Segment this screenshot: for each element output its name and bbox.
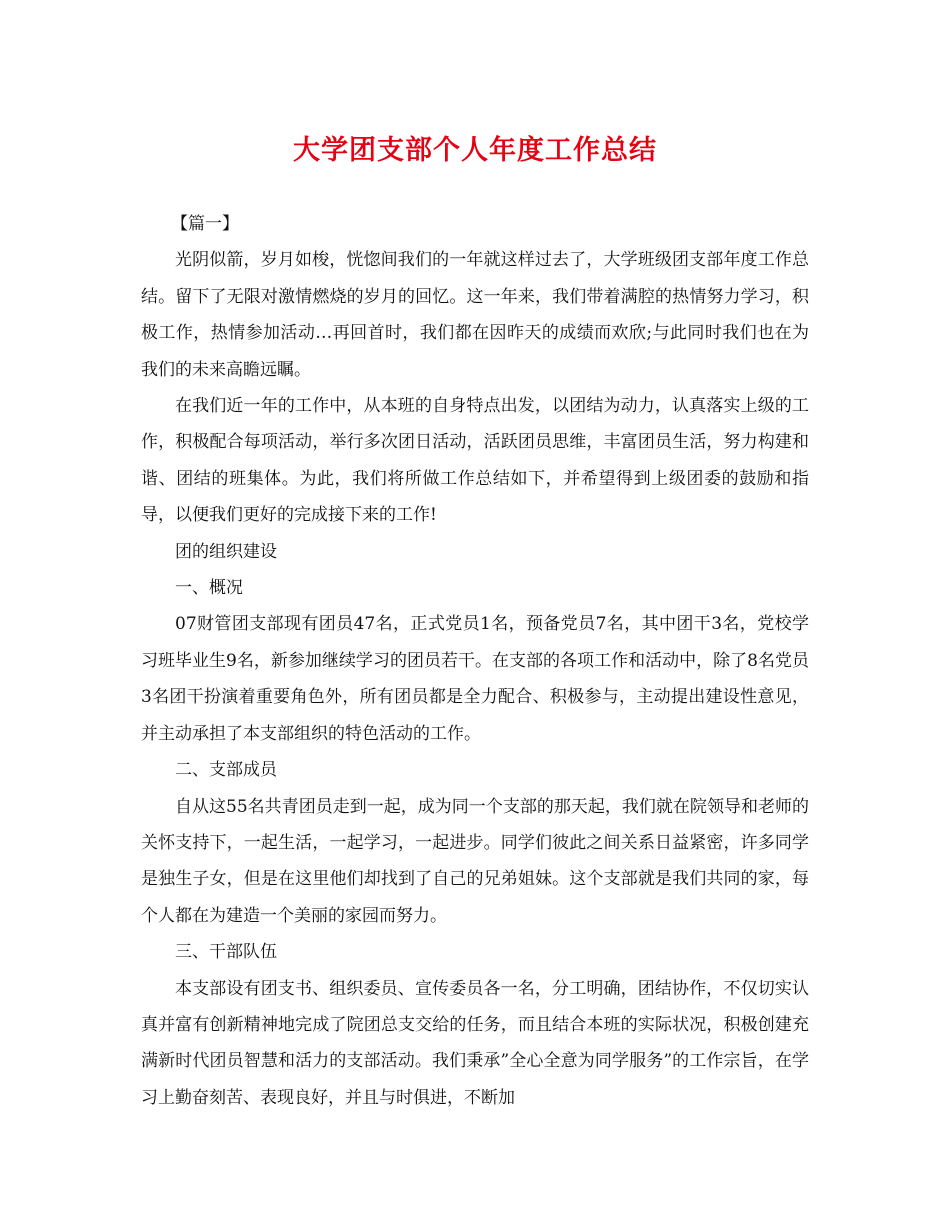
paragraph: 本支部设有团支书、组织委员、宣传委员各一名，分工明确，团结协作，不仅切实认真并富有创新精神地完成了院团总支交给的任务，而且结合本班的实际状况，积极创建充满新时代团员智慧和活力的支部活动。我们秉承”全心全意为同学服务”的工作宗旨，在学习上勤奋刻苦、表现良好，并且与时俱进，不断加 (141, 978, 809, 1108)
section-heading: 二、支部成员 (175, 760, 277, 781)
document-title: 大学团支部个人年度工作总结 (293, 135, 657, 166)
paragraph: 在我们近一年的工作中，从本班的自身特点出发，以团结为动力，认真落实上级的工作，积极配合每项活动，举行多次团日活动，活跃团员思维，丰富团员生活，努力构建和谐、团结的班集体。为此，我们将所做工作总结如下，并希望得到上级团委的鼓励和指导，以便我们更好的完成接下来的工作! (141, 396, 809, 526)
section-heading: 一、概况 (175, 578, 243, 599)
paragraph: 自从这55名共青团员走到一起，成为同一个支部的那天起，我们就在院领导和老师的关怀支持下，一起生活，一起学习，一起进步。同学们彼此之间关系日益紧密，许多同学是独生子女，但是在这里他们却找到了自己的兄弟姐妹。这个支部就是我们共同的家，每个人都在为建造一个美丽的家园而努力。 (141, 796, 809, 926)
paragraph: 07财管团支部现有团员47名，正式党员1名，预备党员7名，其中团干3名，党校学习班毕业生9名，新参加继续学习的团员若干。在支部的各项工作和活动中，除了8名党员3名团干扮演着重要角色外，所有团员都是全力配合、积极参与，主动提出建设性意见，并主动承担了本支部组织的特色活动的工作。 (141, 614, 809, 744)
document-body (141, 206, 809, 1116)
section-tag: 【篇一】 (171, 214, 239, 234)
paragraph: 光阴似箭，岁月如梭，恍惚间我们的一年就这样过去了，大学班级团支部年度工作总结。留下了无限对激情燃烧的岁月的回忆。这一年来，我们带着满腔的热情努力学习，积极工作，热情参加活动…再回首时，我们都在因昨天的成绩而欢欣;与此同时我们也在为我们的未来高瞻远瞩。 (141, 250, 809, 380)
section-heading: 三、干部队伍 (175, 942, 277, 963)
section-heading: 团的组织建设 (175, 541, 277, 562)
